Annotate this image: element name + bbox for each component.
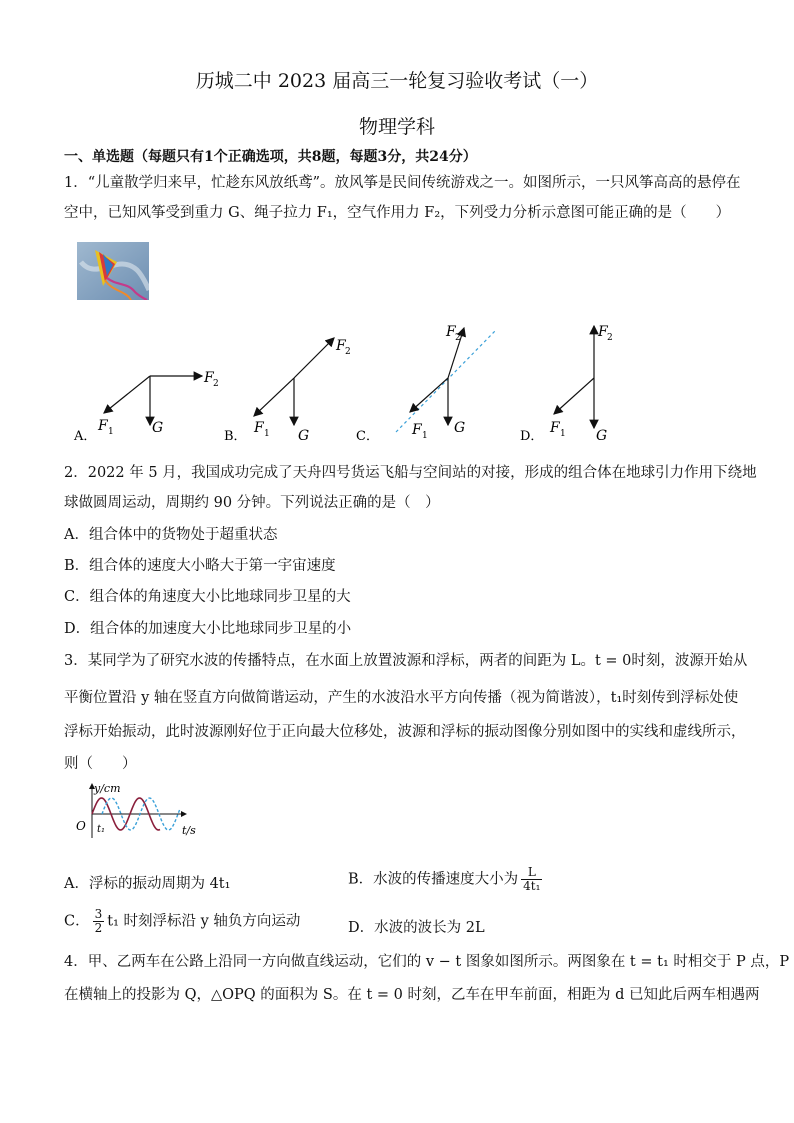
q3-stem-line3: 浮标开始振动，此时波源刚好位于正向最大位移处，波源和浮标的振动图像分别如图中的实线和虚线所示，	[64, 724, 746, 740]
a-f2: F	[204, 370, 214, 386]
b-f1: F	[254, 420, 264, 436]
q1-stem-line1: 1．“儿童散学归来早，忙趁东风放纸鸢”。放风筝是民间传统游戏之一。如图所示，一只风筝高高的悬停在	[64, 175, 741, 191]
d-f2-sub: 2	[607, 333, 613, 343]
diagram-a	[73, 370, 219, 444]
c-g: G	[454, 420, 466, 436]
frac-den-b: 4t₁	[523, 879, 541, 893]
q2-stem-line1: 2．2022 年 5 月，我国成功完成了天舟四号货运飞船与空间站的对接，形成的组合体在地球引力作用下绕地	[64, 465, 757, 481]
b-g: G	[298, 428, 310, 444]
diagram-c	[356, 324, 496, 444]
q3-option-d: D．水波的波长为 2L	[348, 920, 485, 936]
d-g: G	[596, 428, 608, 444]
a-f2-sub: 2	[213, 379, 219, 389]
q2-option-d: D．组合体的加速度大小比地球同步卫星的小	[64, 621, 352, 637]
a-f1: F	[98, 418, 108, 434]
q3-option-c-label: C．	[64, 913, 90, 930]
d-f1: F	[550, 420, 560, 436]
diagram-d	[520, 324, 613, 444]
graph-xlabel: t/s	[182, 824, 196, 837]
frac-num-c: 3	[94, 907, 103, 921]
q3-option-b-fraction	[521, 866, 542, 893]
q3-vibration-graph	[70, 780, 210, 840]
c-f2: F	[446, 324, 456, 340]
graph-origin: O	[76, 819, 86, 833]
section-heading: 一、单选题（每题只有1个正确选项，共8题，每题3分，共24分）	[64, 149, 477, 165]
kite-image	[77, 242, 149, 300]
q2-option-c: C．组合体的角速度大小比地球同步卫星的大	[64, 589, 351, 605]
q2-stem-line2: 球做圆周运动，周期约 90 分钟。下列说法正确的是（ ）	[64, 495, 440, 511]
q3-option-a: A．浮标的振动周期为 4t₁	[64, 876, 231, 892]
q1-stem-line2: 空中，已知风筝受到重力 G、绳子拉力 F₁，空气作用力 F₂，下列受力分析示意图可能正确的是（ ）	[64, 205, 731, 221]
q3-option-b-text: B．水波的传播速度大小为	[348, 871, 519, 888]
q2-option-a: A．组合体中的货物处于超重状态	[64, 527, 278, 543]
graph-t1: t₁	[97, 824, 106, 835]
q3-option-c-fraction	[93, 908, 105, 935]
d-f2: F	[598, 324, 608, 340]
diagram-b	[224, 338, 351, 444]
q3-stem-line2: 平衡位置沿 y 轴在竖直方向做简谐运动，产生的水波沿水平方向传播（视为简谐波），t₁时刻传到浮标处使	[64, 690, 739, 706]
c-f2-sub: 2	[455, 333, 461, 343]
b-f1-sub: 1	[264, 429, 270, 439]
q4-stem-line1: 4．甲、乙两车在公路上沿同一方向做直线运动，它们的 v − t 图象如图所示。两图象在 t = t₁ 时相交于 P 点，P	[64, 954, 790, 970]
q3-option-b	[348, 866, 545, 893]
frac-den-c: 2	[94, 921, 103, 935]
option-d-label: D．	[520, 429, 544, 444]
c-f1-sub: 1	[422, 431, 428, 441]
a-f1-sub: 1	[108, 427, 114, 437]
q4-stem-line2: 在横轴上的投影为 Q，△OPQ 的面积为 S。在 t = 0 时刻，乙车在甲车前面，相距为 d 已知此后两车相遇两	[64, 987, 760, 1003]
page-subtitle: 物理学科	[358, 116, 435, 138]
option-b-label: B．	[224, 429, 247, 444]
graph-ylabel: y/cm	[94, 782, 121, 795]
q2-option-b: B．组合体的速度大小略大于第一宇宙速度	[64, 558, 336, 574]
c-f1: F	[412, 422, 422, 438]
b-f2: F	[336, 338, 346, 354]
b-f2-sub: 2	[345, 347, 351, 357]
q3-stem-line4: 则（ ）	[64, 756, 137, 772]
q1-force-diagrams	[70, 320, 670, 450]
d-f1-sub: 1	[560, 429, 566, 439]
q3-option-c-text: t₁ 时刻浮标沿 y 轴负方向运动	[107, 913, 301, 930]
option-c-label: C．	[356, 429, 379, 444]
frac-num-b: L	[521, 866, 542, 880]
q3-stem-line1: 3．某同学为了研究水波的传播特点，在水面上放置波源和浮标，两者的间距为 L。t = 0时刻，波源开始从	[64, 653, 748, 669]
a-g: G	[152, 420, 164, 436]
option-a-label: A．	[74, 429, 97, 444]
q3-option-c	[64, 908, 300, 935]
page-title: 历城二中 2023 届高三一轮复习验收考试（一）	[195, 70, 599, 92]
